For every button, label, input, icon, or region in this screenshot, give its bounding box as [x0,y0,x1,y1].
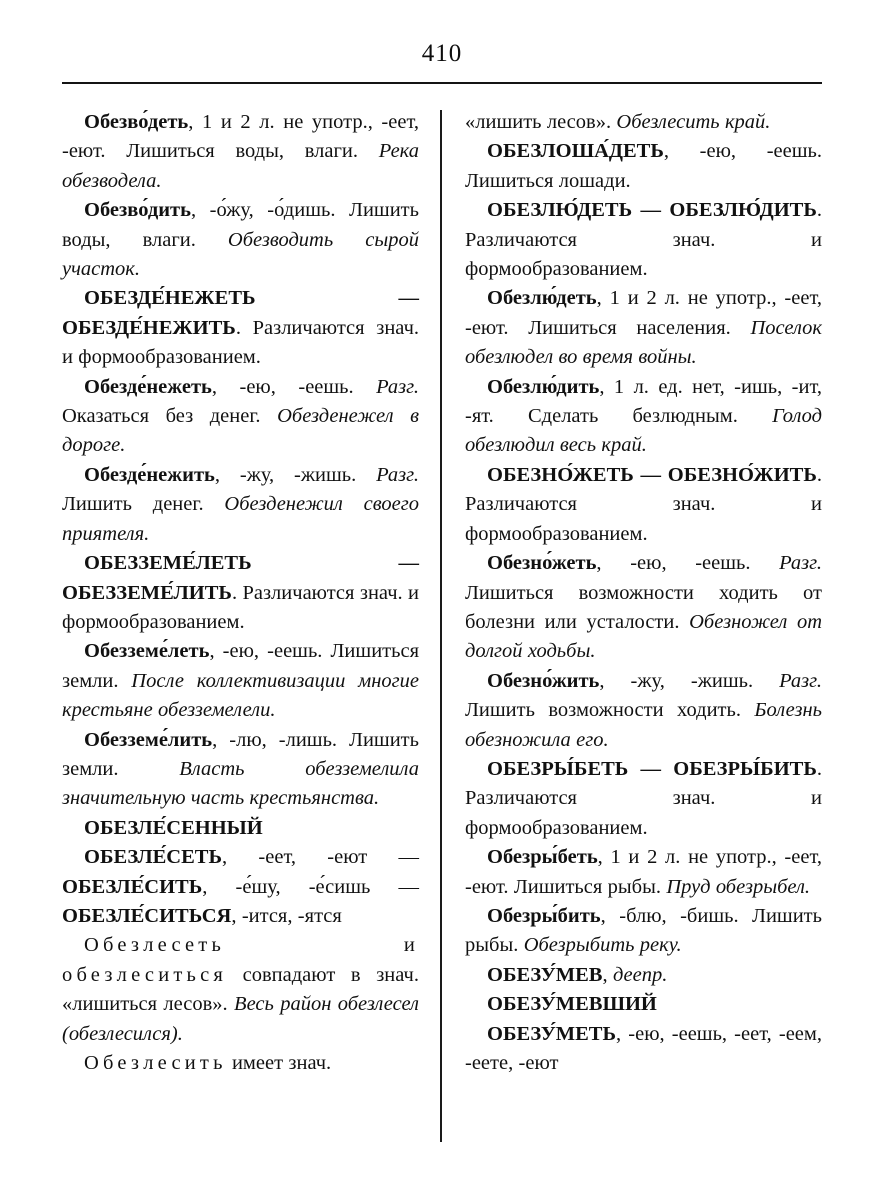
dictionary-entry [465,373,822,461]
entry-roman-text: Лишить возможности ходить. [465,699,755,722]
entry-roman-text: имеет знач. [226,1052,332,1074]
entry-roman-text: , -лю, -лишь. Лишить земли. [62,728,419,780]
dictionary-entry [465,990,822,1019]
column-left [62,108,431,1078]
entry-roman-text: . Различаются знач. и формообразованием. [465,463,822,545]
dictionary-entry [62,1049,419,1078]
entry-bold-text: ОБЕЗУ́МЕВШИЙ [487,993,657,1016]
dictionary-entry [62,931,419,1049]
entry-roman-text: , -о́жу, -о́дишь. Лишить воды, влаги. [62,199,419,251]
entry-roman-text: , 1 л. ед. нет, -ишь, -ит, -ят. Сделать безлюдным. [465,375,822,428]
column-right [431,108,822,1078]
entry-roman-text: , -жу, -жишь. [599,669,780,692]
entry-italic-text: Разг. [779,552,822,575]
entry-bold-text: Обезземе́лить [84,728,213,751]
entry-bold-text: Обезры́беть [487,846,598,869]
dictionary-entry [62,196,419,284]
entry-bold-text: Обезры́бить [487,904,601,927]
entry-roman-text: Лишить денег. [62,493,225,516]
entry-roman-text: , -ею, -еешь, -еет, -еем, -еете, -еют [465,1022,822,1074]
entry-bold-text: Обезно́жить [487,669,600,692]
dictionary-entry [465,196,822,284]
entry-bold-text: ОБЕЗЛЕ́СЕТЬ [84,846,222,869]
entry-bold-text: Обезво́дить [84,199,191,222]
dictionary-entry [62,637,419,725]
entry-roman-text: . Различаются знач. и формообразованием. [62,316,419,369]
entry-italic-text: Обезножел от долгой ходьбы. [465,610,823,663]
entry-roman-text: , -е́шу, -е́сишь — [202,875,419,898]
dictionary-entry [465,108,822,137]
entry-italic-text: Обезденежел в дороге. [62,405,419,457]
entry-bold-text: ОБЕЗРЫ́БЕТЬ — ОБЕЗРЫ́БИТЬ [487,757,817,780]
dictionary-entry [465,755,822,843]
entry-italic-text: Обезрыбить реку. [523,934,682,957]
entry-italic-text: Обезводить сырой участок. [62,228,419,281]
entry-bold-text: ОБЕЗНО́ЖЕТЬ — ОБЕЗНО́ЖИТЬ [487,463,817,486]
dictionary-entry [465,961,822,990]
entry-italic-text: Разг. [376,375,419,398]
entry-roman-text: , 1 и 2 л. не употр., -еет, -еют. Лишиться населения. [465,287,822,339]
entry-spaced-text: Обезлесеть и обезлеситься [62,934,419,986]
entry-italic-text: Обезлесить край. [616,111,771,133]
entry-bold-text: ОБЕЗЛЕ́СЕННЫЙ [84,816,263,839]
entry-roman-text: . Различаются знач. и формообразованием. [62,581,419,633]
entry-italic-text: деепр. [612,963,668,986]
entry-bold-text: ОБЕЗДЕ́НЕЖЕТЬ — ОБЕЗДЕ́НЕЖИТЬ [62,287,419,339]
entry-bold-text: ОБЕЗЛЕ́СИТЬСЯ [62,904,232,927]
entry-roman-text: , -ею, -еешь. [211,375,377,398]
entry-roman-text: , -ею, -еешь. [596,552,780,575]
entry-bold-text: ОБЕЗЗЕМЕ́ЛЕТЬ — ОБЕЗЗЕМЕ́ЛИТЬ [62,552,419,604]
entry-italic-text: После коллективизации многие крестьяне обезземелели. [62,669,419,722]
entry-bold-text: Обезлю́деть [487,287,597,310]
entry-roman-text: Оказаться без денег. [62,405,278,428]
entry-italic-text: Разг. [376,463,419,486]
entry-italic-text: Власть обезземелила значительную часть крестьянства. [62,757,419,810]
entry-italic-text: Болезнь обезножила его. [465,699,822,751]
entry-roman-text: , -блю, -бишь. Лишить рыбы. [465,904,822,957]
entry-roman-text: , 1 и 2 л. не употр., -еет, -еют. Лишиться рыбы. [465,846,822,898]
dictionary-entry [62,461,419,549]
entry-bold-text: ОБЕЗЛЕ́СИТЬ [62,875,203,898]
entry-bold-text: ОБЕЗЛОША́ДЕТЬ [487,140,664,163]
entry-italic-text: Разг. [779,669,822,692]
page-number: 410 [421,40,463,67]
entry-bold-text: ОБЕЗЛЮ́ДЕТЬ — ОБЕЗЛЮ́ДИТЬ [487,199,817,222]
dictionary-entry [465,549,822,667]
dictionary-entry [62,814,419,843]
dictionary-entry [62,284,419,372]
dictionary-entry [465,137,822,196]
entry-roman-text: , -жу, -жишь. [214,463,377,486]
entry-roman-text: совпадают в знач. «лишиться лесов». [62,963,419,1016]
dictionary-entry [465,667,822,755]
entry-roman-text: . Различаются знач. и формообразованием. [465,757,822,839]
entry-bold-text: ОБЕЗУ́МЕТЬ [487,1022,617,1045]
dictionary-entry [62,549,419,637]
entry-spaced-text: Обезлесить [84,1052,227,1074]
dictionary-entry [62,726,419,814]
dictionary-entry [62,843,419,931]
header-rule [62,82,822,84]
dictionary-entry [465,284,822,372]
entry-roman-text: «лишить лесов». [465,111,617,133]
page-header [62,40,822,68]
entry-bold-text: Обезво́деть [84,111,189,133]
entry-italic-text: Обезденежил своего приятеля. [62,493,419,545]
entry-bold-text: Обезно́жеть [487,552,597,575]
entry-roman-text: . Различаются знач. и формообразованием. [465,199,822,281]
entry-roman-text: , -ится, -ятся [231,904,342,927]
dictionary-entry [465,1020,822,1079]
entry-roman-text: , -ею, -еешь. Лишиться земли. [62,640,419,692]
dictionary-entry [62,373,419,461]
entry-roman-text: , 1 и 2 л. не употр., -еет, -еют. Лишиться воды, влаги. [62,111,419,163]
entry-italic-text: Весь район обезлесел (обезлесился). [62,993,419,1045]
entry-bold-text: Обезземе́леть [84,640,210,663]
dictionary-entry [465,461,822,549]
dictionary-entry [465,902,822,961]
entry-italic-text: Пруд обезрыбел. [666,875,811,898]
entry-italic-text: Голод обезлюдил весь край. [465,405,822,457]
entry-italic-text: Река обезводела. [62,140,419,192]
entry-roman-text: , -ею, -еешь. Лишиться лошади. [465,140,822,192]
entry-italic-text: Поселок обезлюдел во время войны. [465,316,822,369]
entry-roman-text: , -еет, -еют — [222,846,419,869]
entry-bold-text: ОБЕЗУ́МЕВ [487,963,603,986]
entry-bold-text: Обезде́нежеть [84,375,212,398]
entry-roman-text: Лишиться возможности ходить от болезни или усталости. [465,581,822,633]
dictionary-entry [62,108,419,196]
dictionary-columns [62,108,822,1078]
entry-roman-text: , [602,963,613,986]
entry-bold-text: Обезлю́дить [487,375,600,398]
entry-bold-text: Обезде́нежить [84,463,215,486]
dictionary-entry [465,843,822,902]
